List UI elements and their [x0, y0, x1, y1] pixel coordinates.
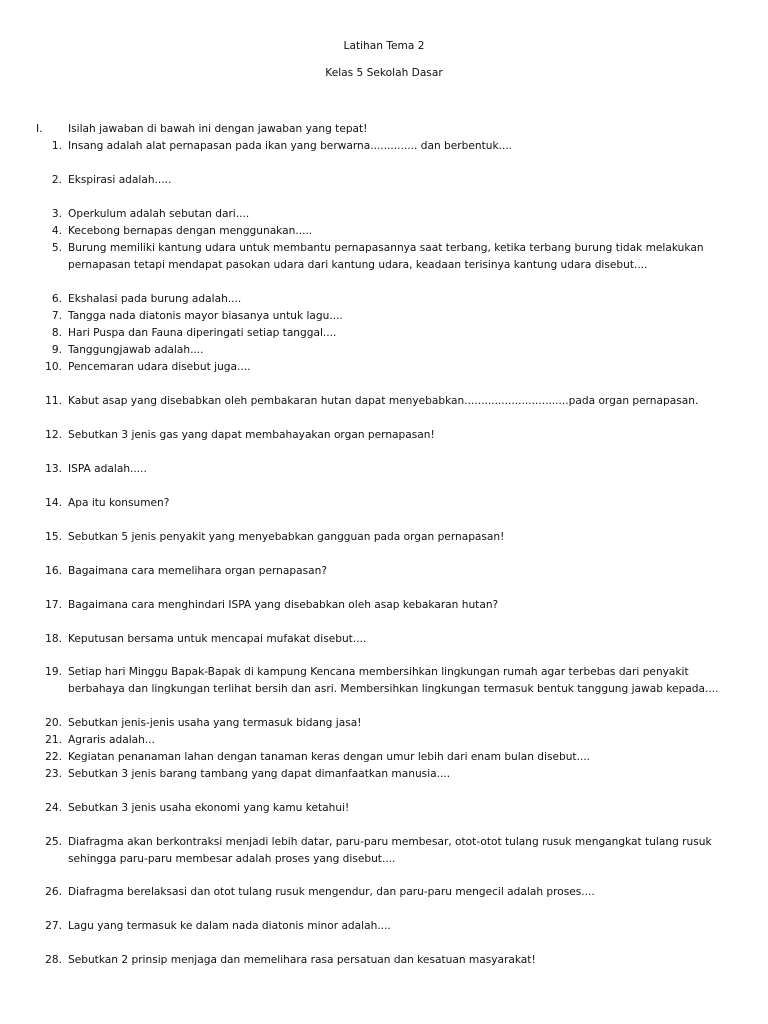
question-text: Kabut asap yang disebabkan oleh pembakaran hutan dapat menyebabkan...............................pada organ pernapasan.: [68, 395, 699, 407]
question-text: Ekspirasi adalah.....: [68, 174, 172, 186]
question-text: Sebutkan jenis-jenis usaha yang termasuk bidang jasa!: [68, 717, 362, 729]
question-number: 4.: [51, 225, 62, 237]
question-text: Setiap hari Minggu Bapak-Bapak di kampung Kencana membersihkan lingkungan rumah agar terbebas dari penyakit berbahaya dan lingkungan terlihat bersih dan asri. Membersihkan lingkungan termasuk bentuk tanggung jawab kepada....: [68, 666, 719, 695]
question-number: 7.: [51, 310, 62, 322]
question-number: 23.: [45, 768, 62, 780]
question-number: 26.: [45, 886, 62, 898]
question-text: Tangga nada diatonis mayor biasanya untuk lagu....: [68, 310, 343, 322]
question-number: 9.: [51, 344, 62, 356]
question-text: Bagaimana cara menghindari ISPA yang disebabkan oleh asap kebakaran hutan?: [68, 599, 499, 611]
question-text: Pencemaran udara disebut juga....: [68, 361, 251, 373]
question-number: 27.: [45, 920, 62, 932]
question-text: Hari Puspa dan Fauna diperingati setiap tanggal....: [68, 327, 337, 339]
question-text: Sebutkan 3 jenis usaha ekonomi yang kamu ketahui!: [68, 802, 350, 814]
question-number: 5.: [51, 242, 62, 254]
question-text: Keputusan bersama untuk mencapai mufakat disebut....: [68, 633, 367, 645]
question-number: 8.: [51, 327, 62, 339]
question-number: 11.: [45, 395, 62, 407]
question-number: 24.: [45, 802, 62, 814]
question-text: Apa itu konsumen?: [68, 497, 170, 509]
section-numeral: I.: [36, 123, 43, 135]
question-text: Lagu yang termasuk ke dalam nada diatonis minor adalah....: [68, 920, 391, 932]
question-number: 20.: [45, 717, 62, 729]
question-number: 21.: [45, 734, 62, 746]
question-number: 17.: [45, 599, 62, 611]
question-text: ISPA adalah.....: [68, 463, 147, 475]
question-number: 28.: [45, 954, 62, 966]
question-text: Agraris adalah...: [68, 734, 155, 746]
question-number: 16.: [45, 565, 62, 577]
question-text: Diafragma akan berkontraksi menjadi lebih datar, paru-paru membesar, otot-otot tulang rusuk mengangkat tulang rusuk sehingga paru-paru membesar adalah proses yang disebut....: [68, 836, 712, 865]
question-number: 1.: [51, 140, 62, 152]
question-text: Insang adalah alat pernapasan pada ikan yang berwarna.............. dan berbentuk....: [68, 140, 513, 152]
question-text: Burung memiliki kantung udara untuk membantu pernapasannya saat terbang, ketika terbang burung tidak melakukan pernapasan tetapi mendapat pasokan udara dari kantung udara, keadaan terisinya kantung udara disebut....: [68, 242, 704, 271]
page-subtitle: Kelas 5 Sekolah Dasar: [325, 67, 443, 79]
question-text: Kecebong bernapas dengan menggunakan.....: [68, 225, 313, 237]
question-text: Bagaimana cara memelihara organ pernapasan?: [68, 565, 327, 577]
question-number: 10.: [45, 361, 62, 373]
question-text: Sebutkan 2 prinsip menjaga dan memelihara rasa persatuan dan kesatuan masyarakat!: [68, 954, 536, 966]
question-number: 13.: [45, 463, 62, 475]
question-text: Sebutkan 3 jenis gas yang dapat membahayakan organ pernapasan!: [68, 429, 435, 441]
question-number: 6.: [51, 293, 62, 305]
question-number: 3.: [51, 208, 62, 220]
question-text: Diafragma berelaksasi dan otot tulang rusuk mengendur, dan paru-paru mengecil adalah proses....: [68, 886, 595, 898]
question-number: 15.: [45, 531, 62, 543]
question-number: 18.: [45, 633, 62, 645]
question-text: Ekshalasi pada burung adalah....: [68, 293, 242, 305]
question-number: 22.: [45, 751, 62, 763]
question-number: 25.: [45, 836, 62, 848]
question-text: Sebutkan 3 jenis barang tambang yang dapat dimanfaatkan manusia....: [68, 768, 451, 780]
question-text: Kegiatan penanaman lahan dengan tanaman keras dengan umur lebih dari enam bulan disebut....: [68, 751, 591, 763]
question-number: 19.: [45, 666, 62, 678]
page-title: Latihan Tema 2: [343, 40, 425, 52]
question-text: Operkulum adalah sebutan dari....: [68, 208, 250, 220]
question-text: Tanggungjawab adalah....: [68, 344, 204, 356]
question-number: 14.: [45, 497, 62, 509]
question-text: Sebutkan 5 jenis penyakit yang menyebabkan gangguan pada organ pernapasan!: [68, 531, 505, 543]
question-number: 2.: [51, 174, 62, 186]
section-instruction: Isilah jawaban di bawah ini dengan jawaban yang tepat!: [68, 123, 368, 135]
question-number: 12.: [45, 429, 62, 441]
